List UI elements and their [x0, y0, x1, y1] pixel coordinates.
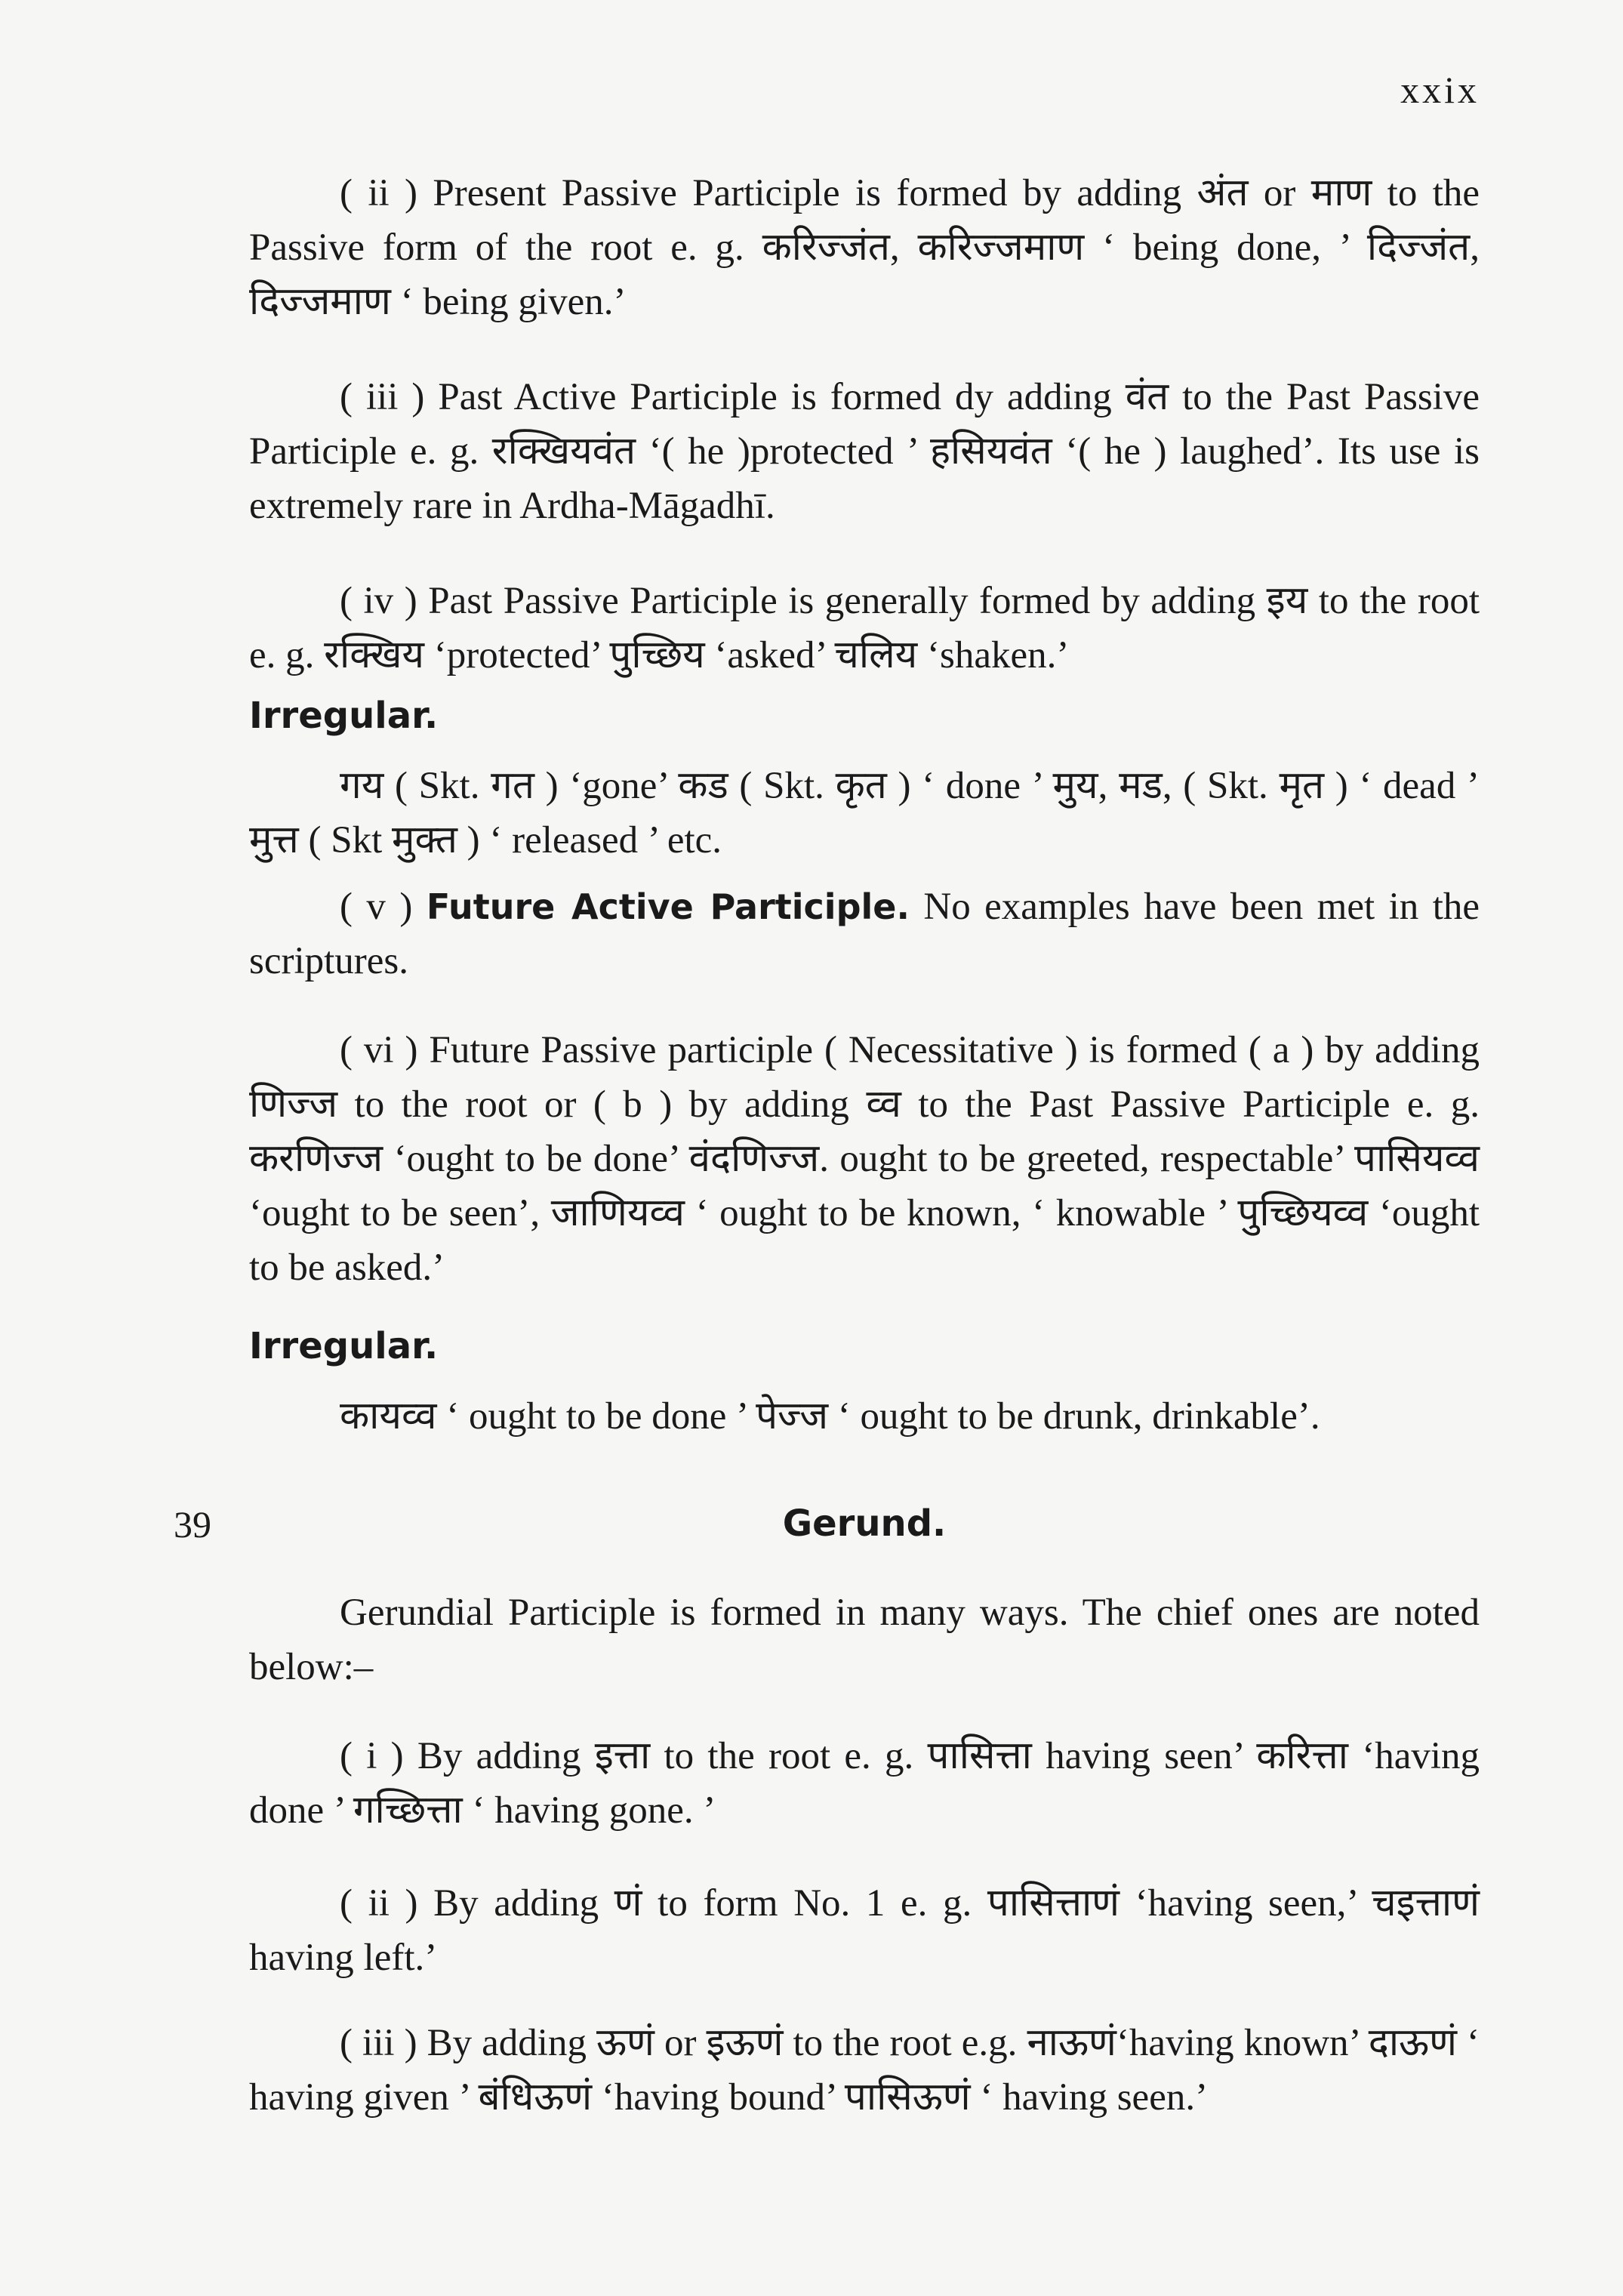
paragraph-gerund-ii: ( ii ) By adding णं to form No. 1 e. g. पासित्ताणं ‘having seen,’ चइत्ताणं having left.’	[249, 1882, 1480, 1979]
paragraph-gerund-i: ( i ) By adding इत्ता to the root e. g. पासित्ता having seen’ करित्ता ‘having done ’ गच्छित्ता ‘ having gone. ’	[249, 1735, 1480, 1832]
heading-irregular-2: Irregular.	[249, 1325, 439, 1367]
section-heading-gerund	[174, 1502, 1480, 1546]
paragraph-present-passive: ( ii ) Present Passive Participle is formed by adding अंत or माण to the Passive form of the root e. g. करिज्जंत, करिज्जमाण ‘ being done, ’ दिज्जंत, दिज्जमाण ‘ being given.’	[249, 172, 1480, 323]
heading-irregular-1: Irregular.	[249, 695, 439, 737]
future-active-label: Future Active Participle.	[426, 886, 910, 927]
paragraph-future-active	[249, 880, 1480, 988]
paragraph-gerund-iii: ( iii ) By adding ऊणं or इऊणं to the root e.g. नाऊणं‘having known’ दाऊणं ‘ having given ’ बंधिऊणं ‘having bound’ पासिऊणं ‘ having seen.’	[249, 2022, 1480, 2119]
paragraph-future-passive: ( vi ) Future Passive participle ( Necessitative ) is formed ( a ) by adding णिज्ज to the root or ( b ) by adding व्व to the Past Passive Participle e. g. करणिज्ज ‘ought to be done’ वंदणिज्ज. ought to be greeted, respectable’ पासियव्व ‘ought to be seen’, जाणियव्व ‘ ought to be known, ‘ knowable ’ पुच्छियव्व ‘ought to be asked.’	[249, 1029, 1480, 1289]
paragraph-past-active: ( iii ) Past Active Participle is formed dy adding वंत to the Past Passive Participle e. g. रक्खियवंत ‘( he )protected ’ हसियवंत ‘( he ) laughed’. Its use is extremely rare in Ardha-Māgadhī.	[249, 376, 1480, 527]
paragraph-gerund-intro: Gerundial Participle is formed in many ways. The chief ones are noted below:–	[249, 1592, 1480, 1688]
paragraph-irregular-necessitative: कायव्व ‘ ought to be done ’ पेज्ज ‘ ought to be drunk, drinkable’.	[340, 1395, 1320, 1438]
future-active-prefix: ( v )	[340, 886, 427, 928]
paragraph-past-passive: ( iv ) Past Passive Participle is generally formed by adding इय to the root e. g. रक्खिय ‘protected’ पुच्छिय ‘asked’ चलिय ‘shaken.’	[249, 580, 1480, 676]
section-number: 39	[174, 1503, 211, 1546]
future-active-text: No examples have been met in the scriptures.	[249, 886, 1480, 982]
section-title: Gerund.	[782, 1502, 947, 1545]
paragraph-irregular-examples: गय ( Skt. गत ) ‘gone’ कड ( Skt. कृत ) ‘ done ’ मुय, मड, ( Skt. मृत ) ‘ dead ’ मुत्त ( Skt मुक्त ) ‘ released ’ etc.	[249, 765, 1480, 861]
page-number: xxix	[1400, 69, 1480, 111]
